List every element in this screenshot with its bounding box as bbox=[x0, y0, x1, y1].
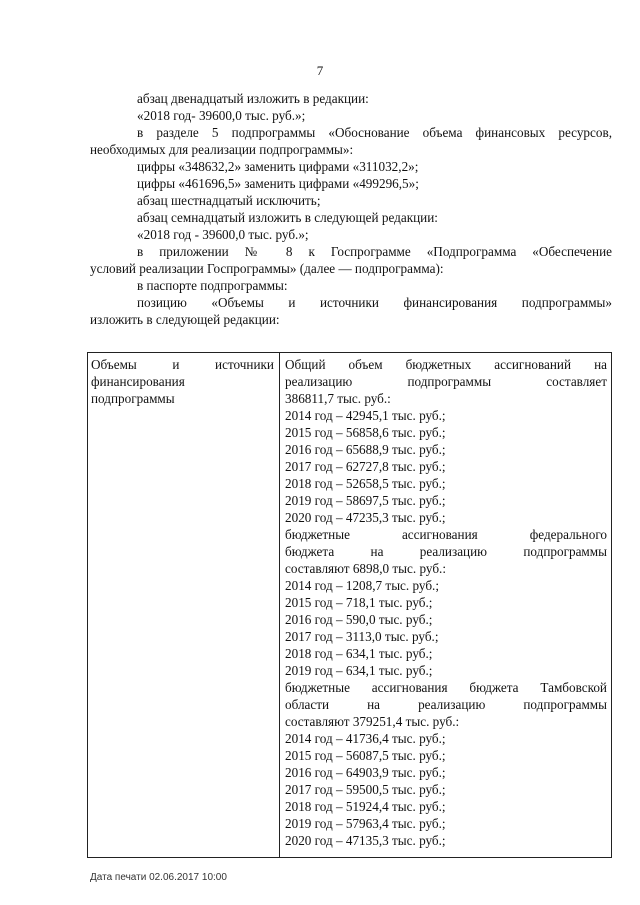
paragraph-line: абзац семнадцатый изложить в следующей редакции: bbox=[137, 210, 438, 225]
table-right-line: 2019 год – 634,1 тыс. руб.; bbox=[285, 663, 433, 678]
paragraph-line: условий реализации Госпрограммы» (далее — подпрограмма): bbox=[90, 261, 444, 276]
table-right-line: 2014 год – 41736,4 тыс. руб.; bbox=[285, 731, 446, 746]
table-right-line: бюджетные ассигнования федерального bbox=[285, 527, 607, 542]
table-left-label: подпрограммы bbox=[91, 391, 175, 406]
table-right-line: 2020 год – 47235,3 тыс. руб.; bbox=[285, 510, 446, 525]
paragraph-line: цифры «461696,5» заменить цифрами «499296,5»; bbox=[137, 176, 419, 191]
paragraph-line: «2018 год- 39600,0 тыс. руб.»; bbox=[137, 108, 306, 123]
table-column-divider bbox=[279, 353, 280, 857]
table-right-line: 2016 год – 65688,9 тыс. руб.; bbox=[285, 442, 446, 457]
paragraph-line: цифры «348632,2» заменить цифрами «311032,2»; bbox=[137, 159, 419, 174]
table-right-line: Общий объем бюджетных ассигнований на bbox=[285, 357, 607, 372]
table-right-line: 2016 год – 64903,9 тыс. руб.; bbox=[285, 765, 446, 780]
table-right-line: 2014 год – 1208,7 тыс. руб.; bbox=[285, 578, 440, 593]
paragraph-line: в паспорте подпрограммы: bbox=[137, 278, 288, 293]
table-right-line: 2017 год – 62727,8 тыс. руб.; bbox=[285, 459, 446, 474]
paragraph-line: изложить в следующей редакции: bbox=[90, 312, 280, 327]
table-right-line: 2015 год – 56858,6 тыс. руб.; bbox=[285, 425, 446, 440]
paragraph-line: абзац шестнадцатый исключить; bbox=[137, 193, 321, 208]
table-right-line: 2018 год – 51924,4 тыс. руб.; bbox=[285, 799, 446, 814]
paragraph-line: «2018 год - 39600,0 тыс. руб.»; bbox=[137, 227, 309, 242]
table-right-line: области на реализацию подпрограммы bbox=[285, 697, 607, 712]
table-right-line: 2016 год – 590,0 тыс. руб.; bbox=[285, 612, 433, 627]
table-left-label: Объемы и источники bbox=[91, 357, 274, 372]
paragraph-line: абзац двенадцатый изложить в редакции: bbox=[137, 91, 369, 106]
table-right-line: 2015 год – 718,1 тыс. руб.; bbox=[285, 595, 433, 610]
table-right-line: бюджетные ассигнования бюджета Тамбовской bbox=[285, 680, 607, 695]
page-number: 7 bbox=[316, 63, 324, 78]
table-right-line: 2020 год – 47135,3 тыс. руб.; bbox=[285, 833, 446, 848]
table-right-line: составляют 379251,4 тыс. руб.: bbox=[285, 714, 460, 729]
table-right-line: 2017 год – 3113,0 тыс. руб.; bbox=[285, 629, 439, 644]
table-right-line: 386811,7 тыс. руб.: bbox=[285, 391, 391, 406]
print-date: Дата печати 02.06.2017 10:00 bbox=[90, 872, 227, 883]
paragraph-line: в разделе 5 подпрограммы «Обоснование объема финансовых ресурсов, bbox=[137, 125, 612, 140]
table-right-line: 2017 год – 59500,5 тыс. руб.; bbox=[285, 782, 446, 797]
paragraph-line: в приложении № 8 к Госпрограмме «Подпрограмма «Обеспечение bbox=[137, 244, 612, 259]
table-right-line: 2019 год – 58697,5 тыс. руб.; bbox=[285, 493, 446, 508]
financing-table bbox=[87, 352, 612, 858]
table-right-line: 2015 год – 56087,5 тыс. руб.; bbox=[285, 748, 446, 763]
table-right-line: 2014 год – 42945,1 тыс. руб.; bbox=[285, 408, 446, 423]
table-right-line: бюджета на реализацию подпрограммы bbox=[285, 544, 607, 559]
paragraph-line: необходимых для реализации подпрограммы»: bbox=[90, 142, 354, 157]
table-right-line: 2019 год – 57963,4 тыс. руб.; bbox=[285, 816, 446, 831]
table-right-line: 2018 год – 52658,5 тыс. руб.; bbox=[285, 476, 446, 491]
table-right-line: реализацию подпрограммы составляет bbox=[285, 374, 607, 389]
table-right-line: 2018 год – 634,1 тыс. руб.; bbox=[285, 646, 433, 661]
table-right-line: составляют 6898,0 тыс. руб.: bbox=[285, 561, 446, 576]
table-left-label: финансирования bbox=[91, 374, 185, 389]
paragraph-line: позицию «Объемы и источники финансирования подпрограммы» bbox=[137, 295, 612, 310]
